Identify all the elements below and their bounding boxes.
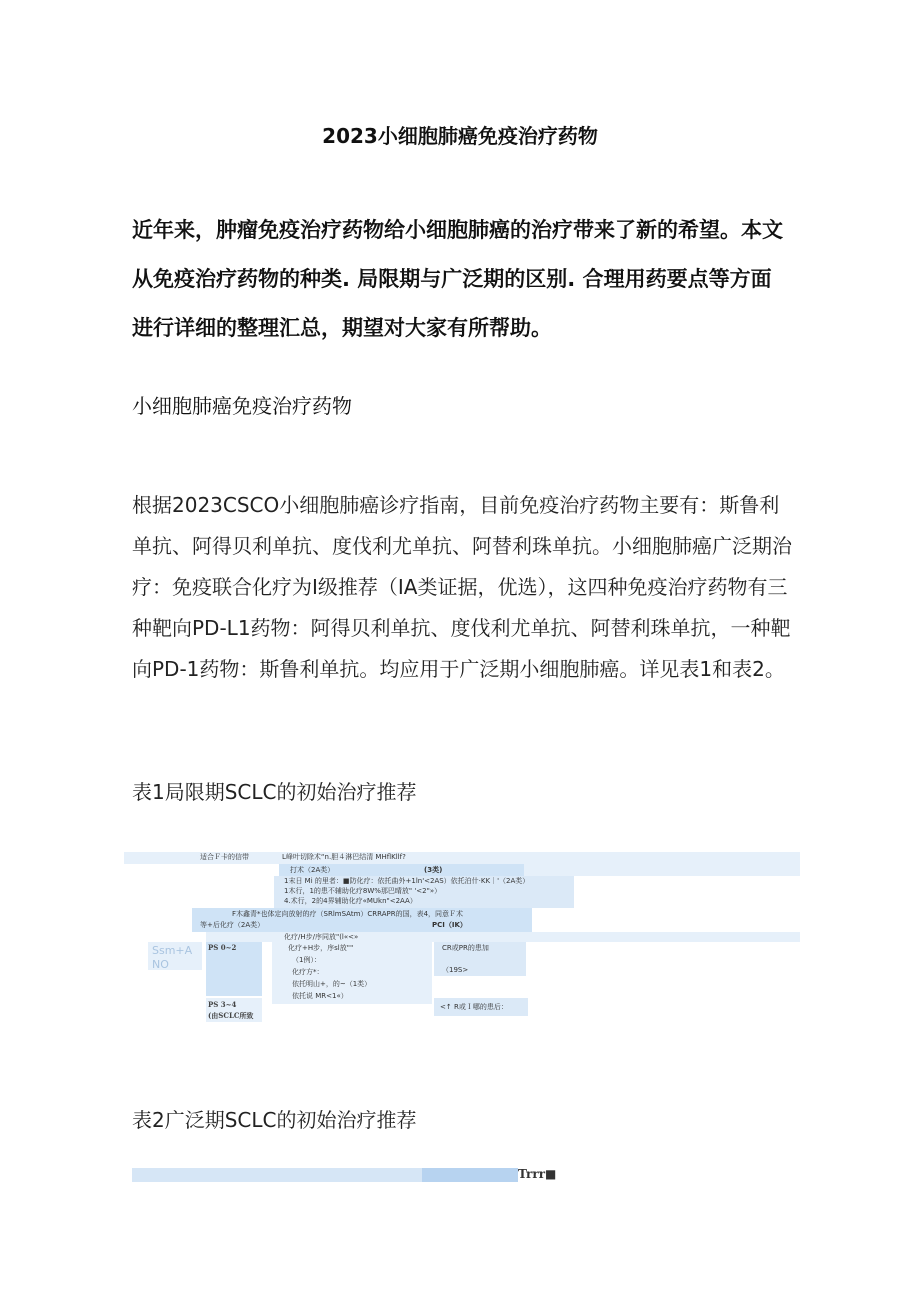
body-paragraph: 根据2023CSCO小细胞肺癌诊疗指南，目前免疫治疗药物主要有：斯鲁利单抗、阿得贝利单抗、度伐利尤单抗、阿替利珠单抗。小细胞肺癌广泛期治疗：免疫联合化疗为Ⅰ级推荐（IA类证据，优选），这四种免疫治疗药物有三种靶向PD-L1药物：阿得贝利单抗、度伐利尤单抗、阿替利珠单抗，一种靶向PD-1药物：斯鲁利单抗。均应用于广泛期小细胞肺癌。详见表1和表2。 (132, 493, 792, 681)
intro-text: 近年来，肿瘤免疫治疗药物给小细胞肺癌的治疗带来了新的希望。本文从免疫治疗药物的种类. 局限期与广泛期的区别. 合理用药要点等方面进行详细的整理汇总，期望对大家有所帮助。 (132, 218, 783, 340)
table1-text: NO (152, 958, 169, 971)
table1-caption: 表1局限期SCLC的初始治疗推荐 (132, 780, 417, 804)
table1-text: （1例）： (292, 956, 321, 964)
table1-text: 1木行，1的患不辅助化疗8W%那巴晴放" '<2"»） (284, 887, 442, 895)
table1-text: 化疗/H步/序同放"(l«<» (284, 933, 359, 941)
table1-band (524, 864, 800, 876)
table1-text: PS 0~2 (208, 943, 237, 952)
table1-text: 4.术行，2的4界辅助化疗«MUkn"<2AA） (284, 897, 417, 905)
table1-text: PCI（IK） (432, 921, 467, 929)
section-heading: 小细胞肺癌免疫治疗药物 (132, 394, 352, 418)
table1-text: 化疗+H步，序sl放"" (288, 944, 354, 952)
table1-text: 依托明山+，的~（1类） (292, 980, 372, 988)
table1-image (124, 850, 800, 1025)
table1-text: F木鑫青*也体定向放射的疗（SRlmSAtm）CRRAPR的国，表4，同意Ｆ术 (232, 910, 464, 918)
table2-image (132, 1168, 562, 1184)
document-title: 2023小细胞肺癌免疫治疗药物 (322, 124, 598, 148)
table1-text: 等+后化疗（2A类） (200, 921, 265, 929)
table1-text: 化疗方*： (292, 968, 324, 976)
table1-text: 适合Ｆ卡的信带 (200, 853, 249, 861)
table1-text: (3类) (424, 866, 443, 874)
table1-text: 依托说 MR<1«） (292, 992, 348, 1000)
table1-text: (由SCLC所致 (208, 1011, 254, 1020)
table2-text: Trrr■ (518, 1167, 557, 1181)
intro-paragraph (132, 206, 792, 353)
table2-caption: 表2广泛期SCLC的初始治疗推荐 (132, 1108, 417, 1132)
table2-band (422, 1168, 518, 1182)
table1-text: （19S> (442, 966, 469, 974)
table1-text: L峰叶切除术“n.胆４淋巴结清 MHflKllf? (282, 853, 406, 861)
table1-text: PS 3~4 (208, 1000, 237, 1009)
table1-text: 打术（2A类） (290, 866, 335, 874)
table1-text: <↑ R或Ｉ哪的患后： (440, 1003, 508, 1011)
table1-text: Ssm+A (152, 944, 193, 957)
table1-text: 1末日 Mi 的里者：■防化疗：依托曲外+1ln'<2AS）依托泊什·KK｜'（2A类） (284, 877, 530, 885)
table2-band (132, 1168, 422, 1182)
table1-text: CR或PR的患加 (442, 944, 489, 952)
